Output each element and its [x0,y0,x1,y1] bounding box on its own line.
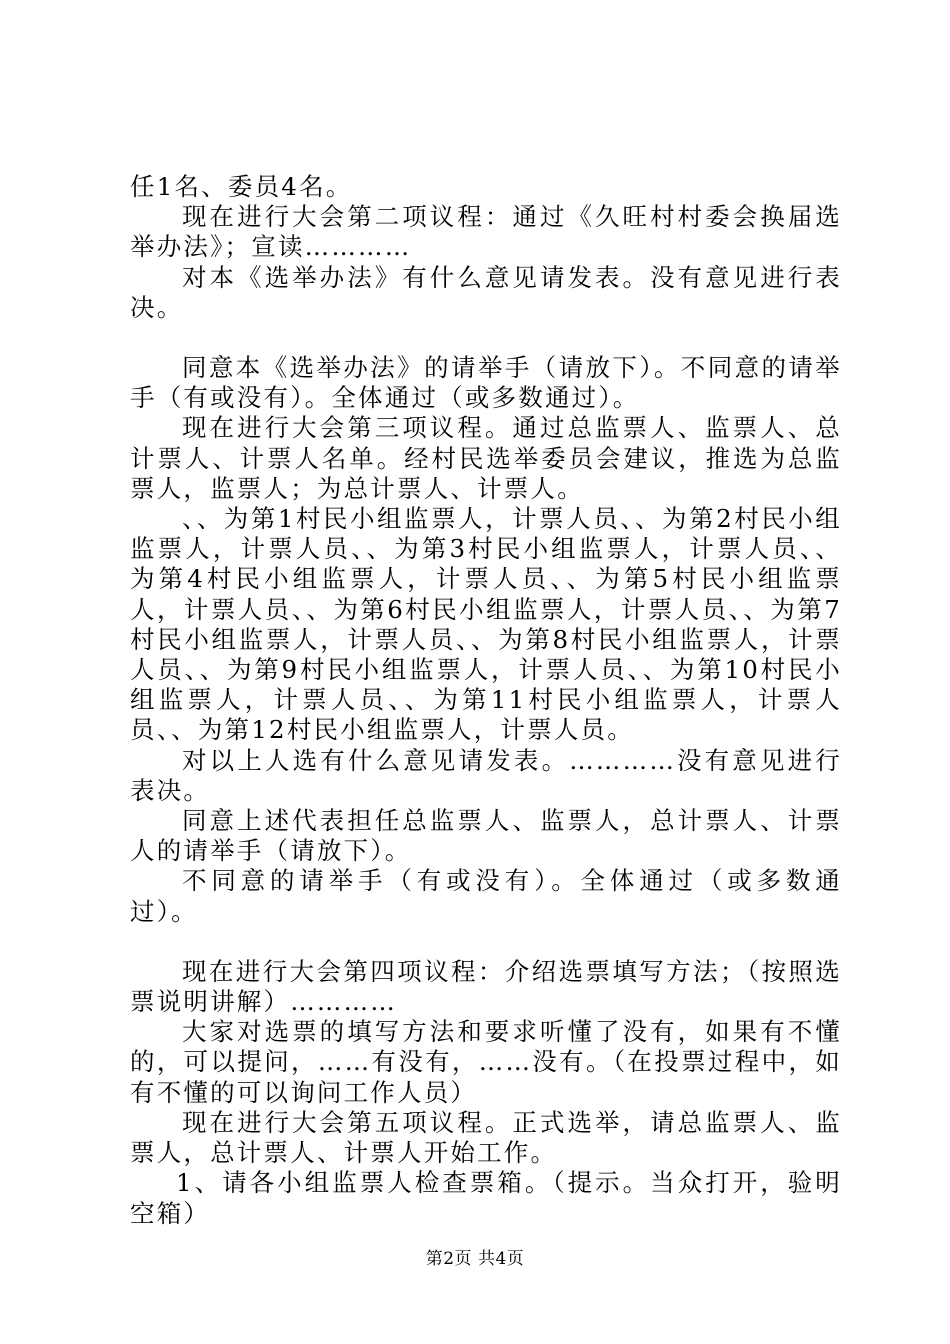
paragraph-disagree-vote: 不同意的请举手（有或没有）。全体通过（或多数通过）。 [130,866,842,926]
paragraph-gap [130,323,842,353]
paragraph-agenda-five: 现在进行大会第五项议程。正式选举，请总监票人、监票人，总计票人、计票人开始工作。 [130,1107,842,1168]
paragraph-opinion-request: 对本《选举办法》有什么意见请发表。没有意见进行表决。 [130,262,842,322]
paragraph-agenda-two: 现在进行大会第二项议程：通过《久旺村村委会换届选举办法》；宣读………… [130,202,842,262]
paragraph-vote-approval: 同意本《选举办法》的请举手（请放下）。不同意的请举手（有或没有）。全体通过（或多数通过）。 [130,353,842,413]
paragraph-agenda-three: 现在进行大会第三项议程。通过总监票人、监票人、总计票人、计票人名单。经村民选举委员会建议，推选为总监票人，监票人；为总计票人、计票人。 [130,413,842,503]
paragraph-agree-representatives: 同意上述代表担任总监票人、监票人，总计票人、计票人的请举手（请放下）。 [130,806,842,866]
paragraph-gap [130,927,842,957]
paragraph-check-ballot-box: 1、请各小组监票人检查票箱。（提示。当众打开，验明空箱） [130,1168,842,1228]
page-number-footer: 第2页 共4页 [425,1249,525,1269]
paragraph-continuation: 任1名、委员4名。 [130,172,353,201]
paragraph-ballot-questions: 大家对选票的填写方法和要求听懂了没有，如果有不懂的，可以提问，……有没有，……没有。（在投票过程中，如有不懂的可以询问工作人员） [130,1017,842,1107]
paragraph-agenda-four: 现在进行大会第四项议程：介绍选票填写方法；（按照选票说明讲解）………… [130,956,842,1017]
paragraph-candidate-opinion: 对以上人选有什么意见请发表。…………没有意见进行表决。 [130,745,842,805]
document-body [130,172,842,1229]
paragraph-group-monitors: 、、为第1村民小组监票人，计票人员、、为第2村民小组监票人，计票人员、、为第3村民小组监票人，计票人员、、为第4村民小组监票人，计票人员、、为第5村民小组监票人，计票人员、、为第6村民小组监票人，计票人员、、为第7村民小组监票人，计票人员、、为第8村民小组监票人，计票人员、、为第9村民小组监票人，计票人员、、为第10村民小组监票人，计票人员、、为第11村民小组监票人，计票人员、、为第12村民小组监票人，计票人员。 [130,504,842,745]
